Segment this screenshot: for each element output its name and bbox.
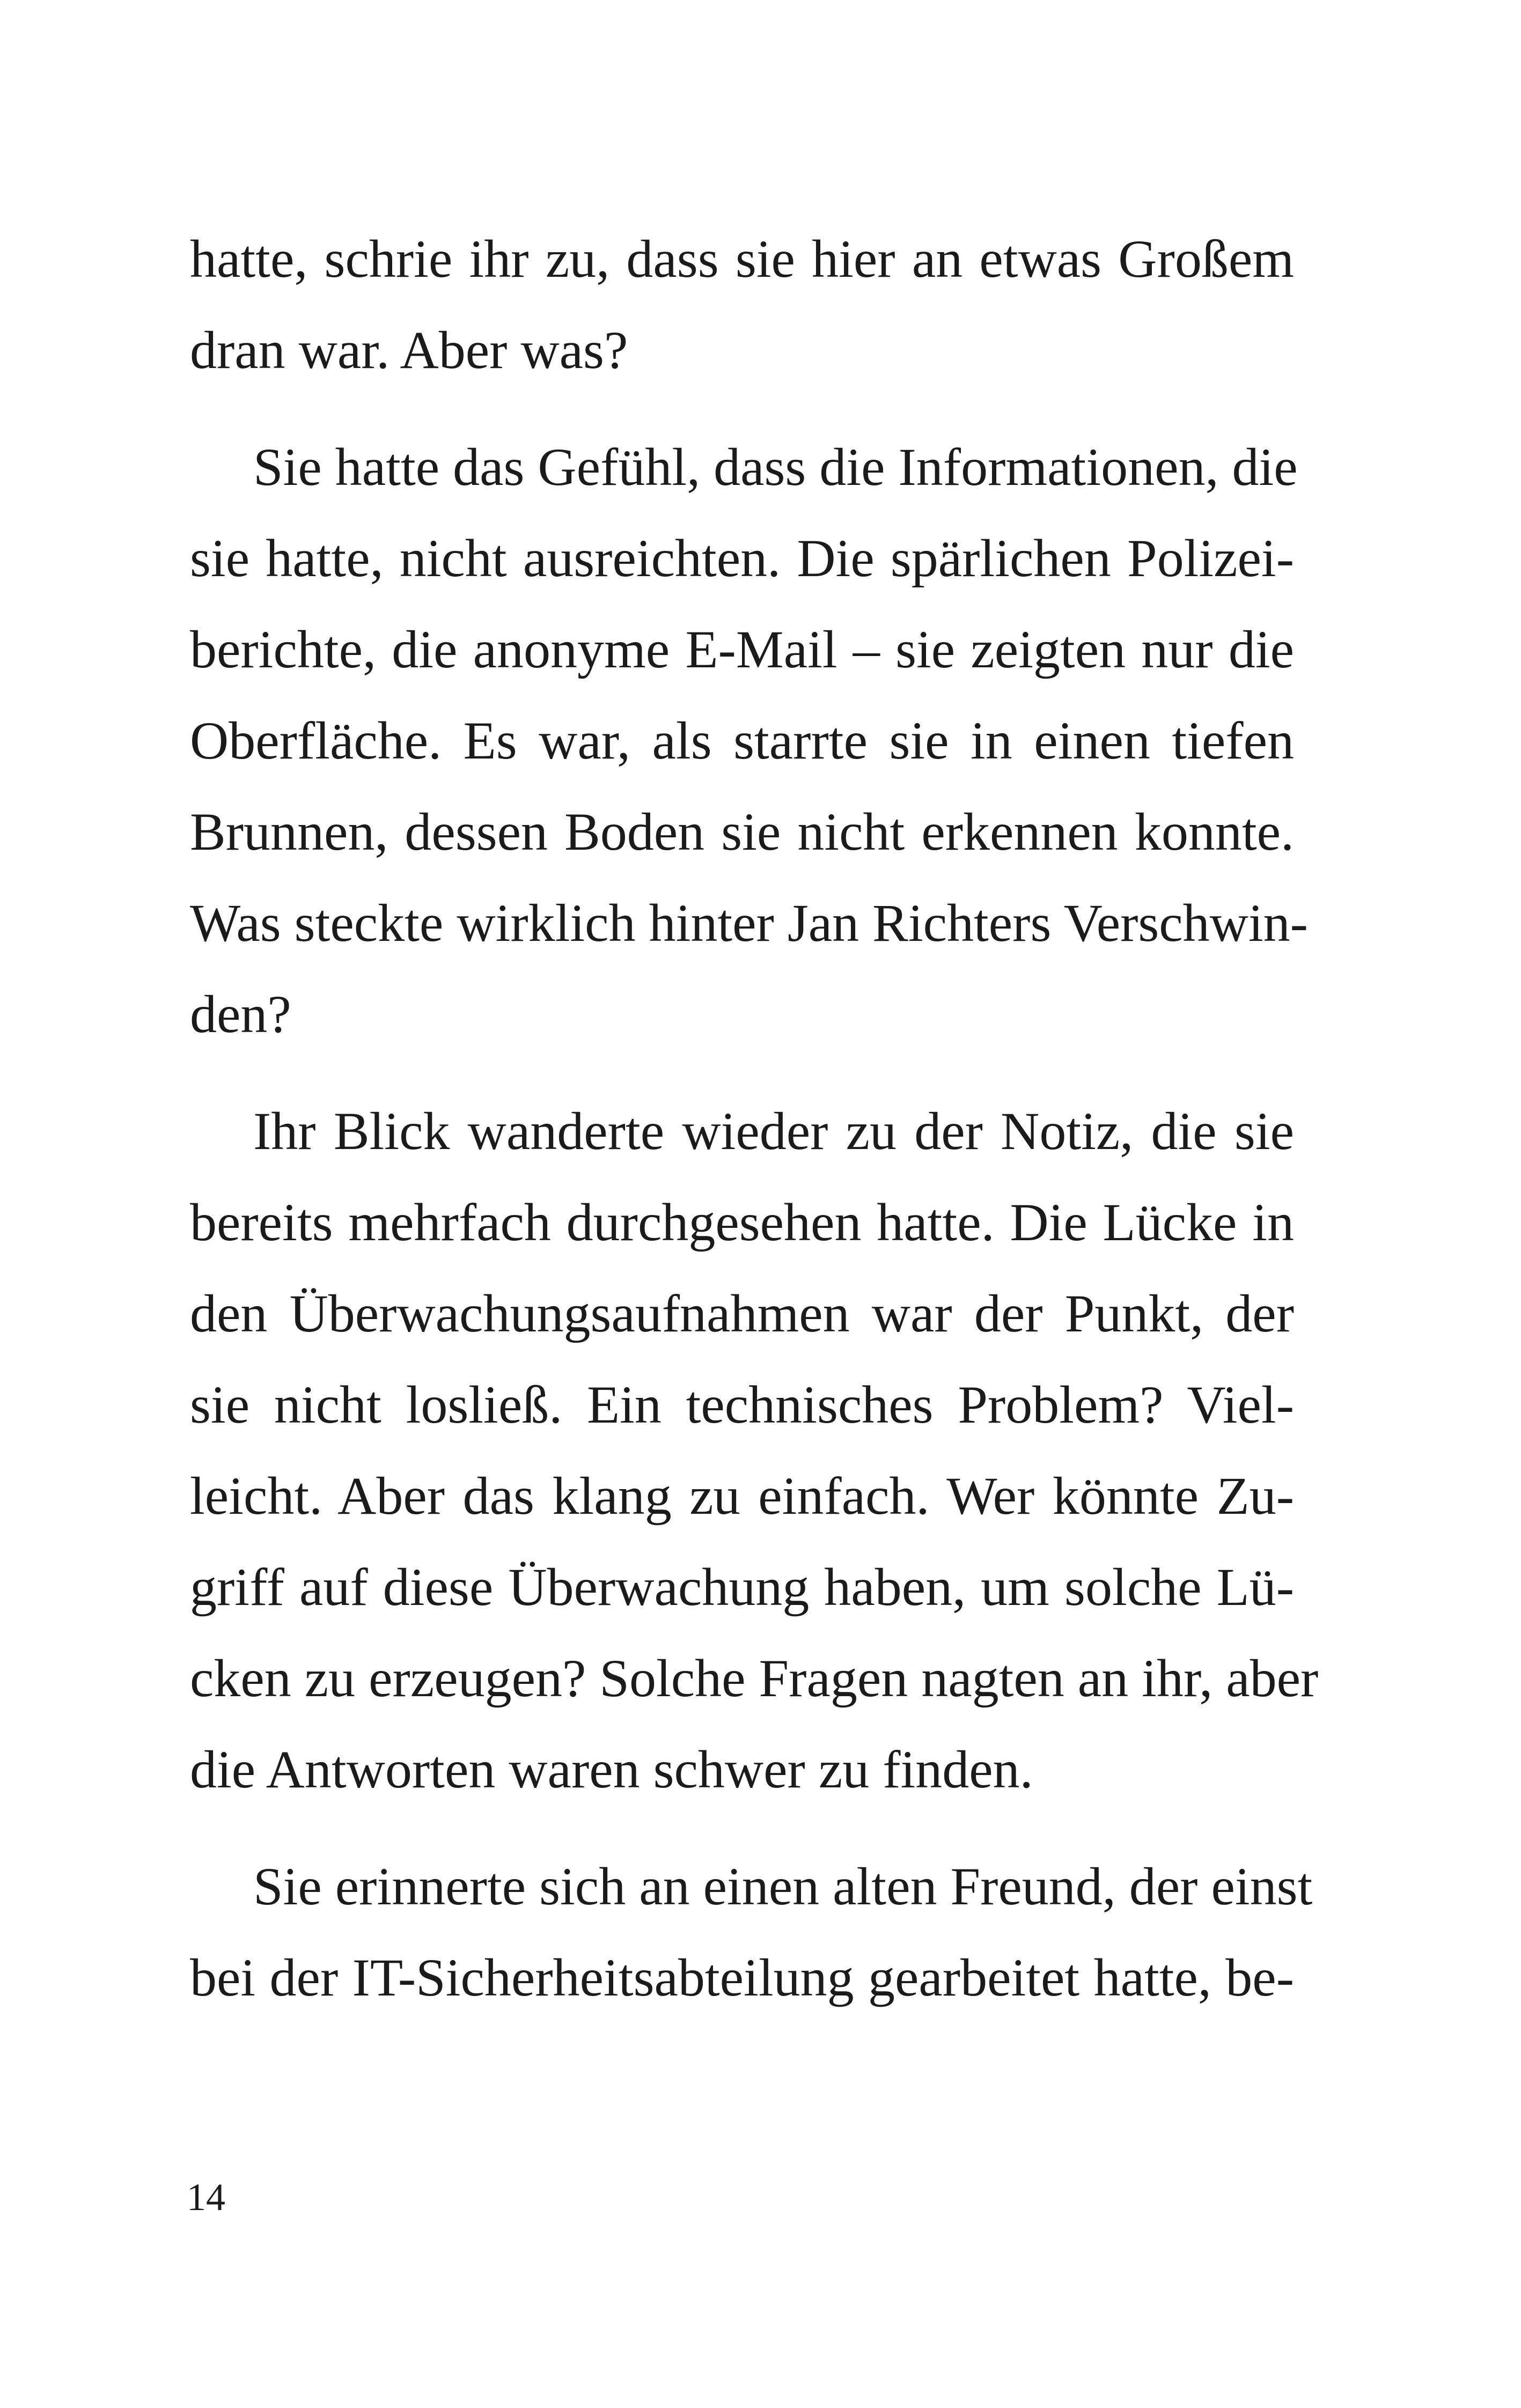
- text-line: Oberfläche. Es war, als starrte sie in einen tiefen: [190, 711, 1294, 770]
- text-line: bereits mehrfach durchgesehen hatte. Die Lücke in: [190, 1192, 1294, 1252]
- paragraph: [190, 422, 1308, 1060]
- text-line: die Antworten waren schwer zu finden.: [190, 1740, 1033, 1799]
- text-line: dran war. Aber was?: [190, 320, 628, 380]
- text-line: Ihr Blick wanderte wieder zu der Notiz, die sie: [253, 1101, 1294, 1161]
- text-line: bei der IT-Sicherheitsabteilung gearbeitet hatte, be-: [190, 1948, 1294, 2007]
- paragraph: [190, 1086, 1319, 1815]
- text-line: sie hatte, nicht ausreichten. Die spärlichen Polizei-: [190, 528, 1294, 588]
- text-line: Sie erinnerte sich an einen alten Freund, der einst: [253, 1857, 1313, 1916]
- text-line: leicht. Aber das klang zu einfach. Wer könnte Zu-: [190, 1466, 1294, 1526]
- text-line: Brunnen, dessen Boden sie nicht erkennen konnte.: [190, 802, 1294, 861]
- text-line: den Überwachungsaufnahmen war der Punkt, der: [190, 1284, 1294, 1343]
- body-text: [190, 213, 1319, 2023]
- page-number: 14: [187, 2176, 225, 2219]
- text-line: hatte, schrie ihr zu, dass sie hier an etwas Großem: [190, 229, 1294, 289]
- paragraph-gap: [190, 396, 1294, 422]
- paragraph: [190, 213, 1294, 396]
- paragraph-gap: [190, 1060, 1294, 1086]
- text-line: Sie hatte das Gefühl, dass die Informationen, die: [253, 437, 1298, 497]
- text-line: den?: [190, 984, 291, 1044]
- paragraph: [190, 1841, 1313, 2023]
- paragraph-gap: [190, 1815, 1294, 1841]
- text-line: sie nicht losließ. Ein technisches Problem? Viel-: [190, 1375, 1294, 1434]
- text-line: Was steckte wirklich hinter Jan Richters Verschwin-: [190, 893, 1308, 953]
- text-line: cken zu erzeugen? Solche Fragen nagten an ihr, aber: [190, 1648, 1319, 1708]
- text-line: berichte, die anonyme E-Mail – sie zeigten nur die: [190, 620, 1294, 679]
- text-line: griff auf diese Überwachung haben, um solche Lü-: [190, 1557, 1294, 1617]
